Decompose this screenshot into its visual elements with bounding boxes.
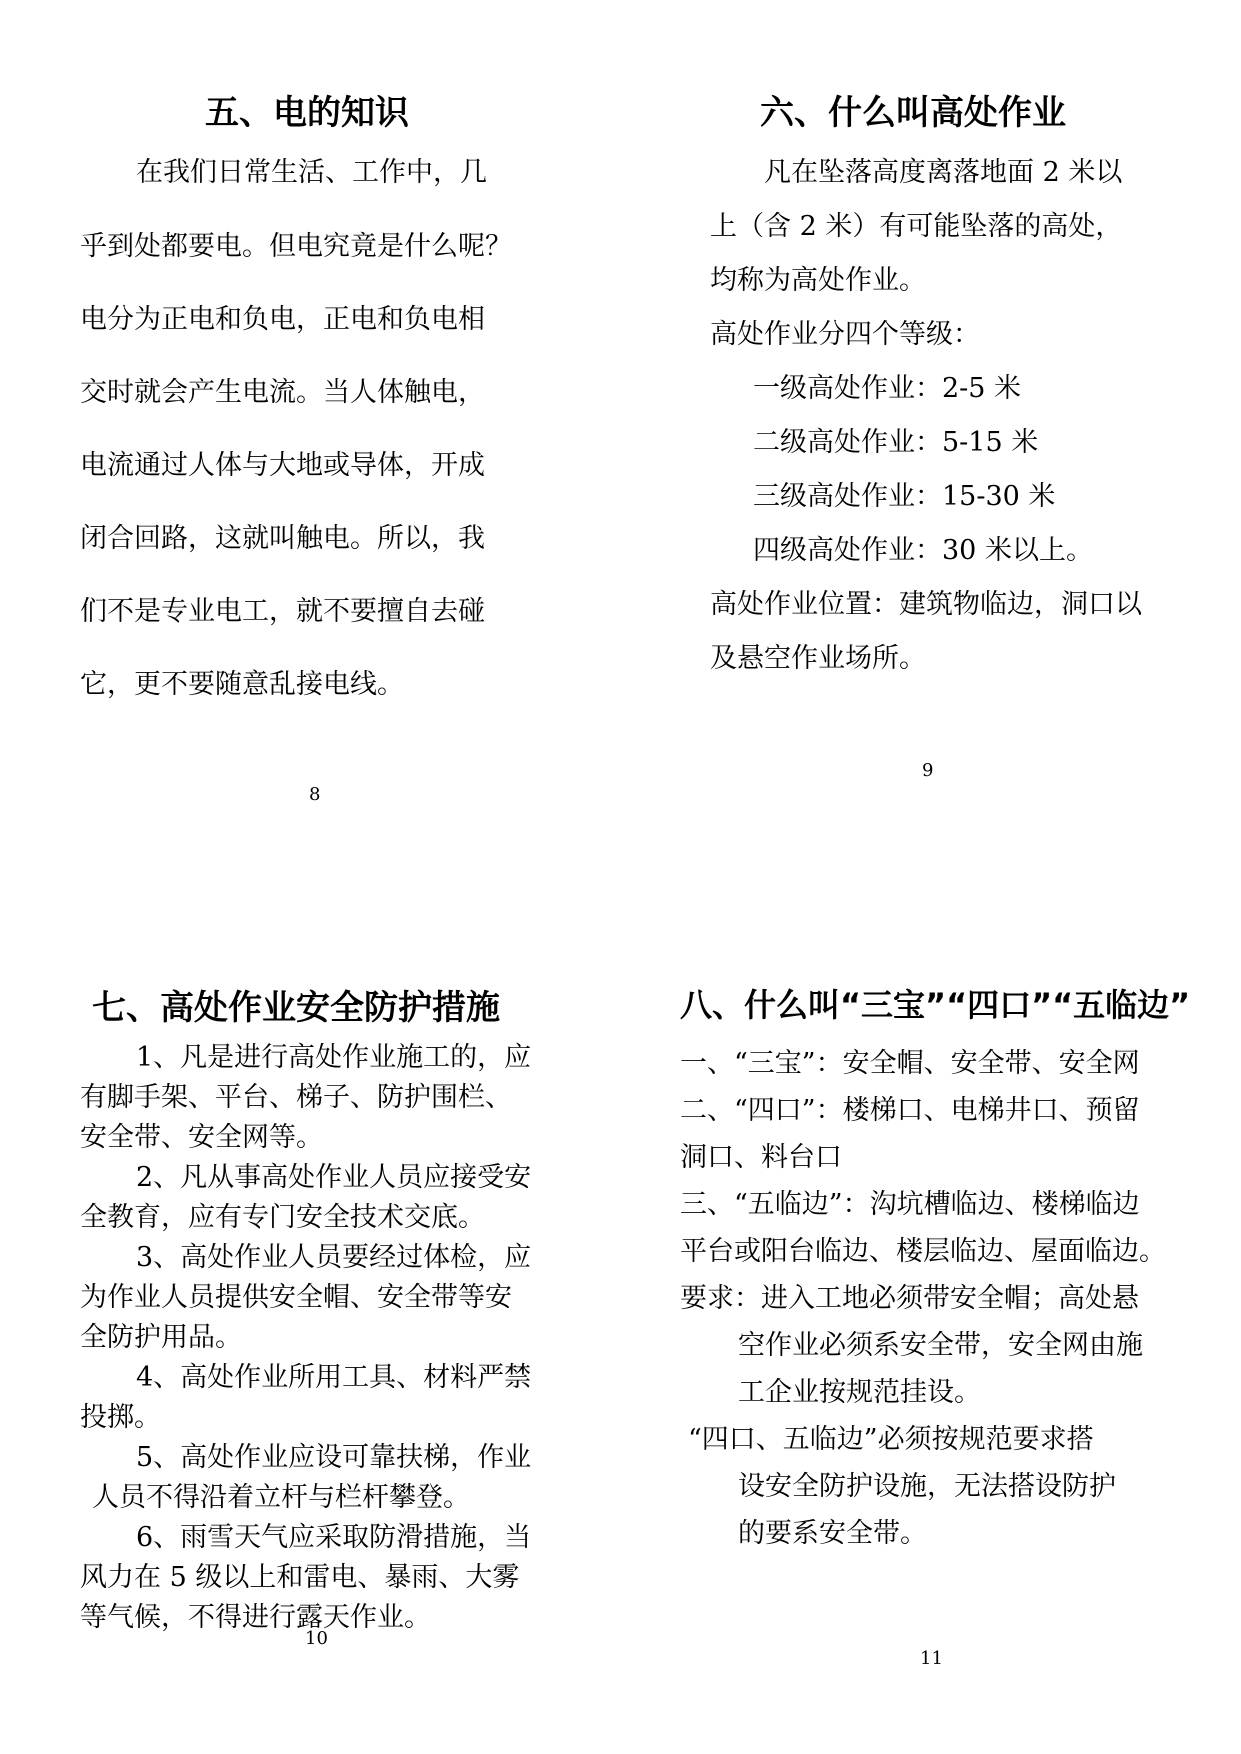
page-10-line-1: 1、凡是进行高处作业施工的，应 (136, 1042, 532, 1073)
page-10-line-4: 2、凡从事高处作业人员应接受安 (136, 1162, 532, 1193)
page-11-title: 八、什么叫“三宝”“四口”“五临边” (680, 986, 1191, 1024)
page-8-line-6: 闭合回路，这就叫触电。所以，我 (80, 523, 485, 554)
page-11-line-4: 三、“五临边”：沟坑槽临边、楼梯临边 (680, 1189, 1140, 1220)
page-10-line-3: 安全带、安全网等。 (80, 1122, 323, 1153)
page-8-line-8: 它，更不要随意乱接电线。 (80, 669, 404, 700)
page-9-line-3: 均称为高处作业。 (710, 265, 926, 296)
page-10-title: 七、高处作业安全防护措施 (92, 988, 500, 1028)
page-9-line-4: 高处作业分四个等级： (710, 319, 980, 350)
page-10-line-6: 3、高处作业人员要经过体检，应 (136, 1242, 532, 1273)
page-9-line-2: 上（含 2 米）有可能坠落的高处， (710, 211, 1123, 242)
page-11-line-7: 空作业必须系安全带，安全网由施 (738, 1330, 1143, 1361)
page-10-line-14: 风力在 5 级以上和雷电、暴雨、大雾 (80, 1562, 520, 1593)
page-number-9: 9 (922, 760, 934, 781)
page-8-line-1: 在我们日常生活、工作中，几 (136, 157, 487, 188)
page-number-10: 10 (305, 1628, 328, 1649)
page-11-line-10: 设安全防护设施，无法搭设防护 (738, 1471, 1116, 1502)
page-10-line-13: 6、雨雪天气应采取防滑措施，当 (136, 1522, 532, 1553)
page-9-line-8: 四级高处作业：30 米以上。 (753, 535, 1093, 566)
page-10-line-5: 全教育，应有专门安全技术交底。 (80, 1202, 485, 1233)
page-9-line-9: 高处作业位置：建筑物临边，洞口以 (710, 589, 1142, 620)
page-9-line-6: 二级高处作业：5-15 米 (753, 427, 1039, 458)
page-8 (0, 0, 620, 877)
page-11-line-6: 要求：进入工地必须带安全帽；高处悬 (680, 1283, 1139, 1314)
page-10-line-2: 有脚手架、平台、梯子、防护围栏、 (80, 1082, 512, 1113)
page-11-line-1: 一、“三宝”：安全帽、安全带、安全网 (680, 1048, 1140, 1079)
page-10-line-11: 5、高处作业应设可靠扶梯，作业 (136, 1442, 532, 1473)
page-9-line-10: 及悬空作业场所。 (710, 643, 926, 674)
page-11-line-11: 的要系安全带。 (738, 1518, 927, 1549)
page-9-line-7: 三级高处作业：15-30 米 (753, 481, 1056, 512)
page-10-line-10: 投掷。 (80, 1402, 161, 1433)
page-number-11: 11 (920, 1648, 943, 1669)
page-11-line-8: 工企业按规范挂设。 (738, 1377, 981, 1408)
page-8-line-2: 乎到处都要电。但电究竟是什么呢？ (80, 231, 512, 262)
page-11-line-9: “四口、五临边”必须按规范要求搭 (688, 1424, 1094, 1455)
page-10 (0, 877, 620, 1754)
page-11 (620, 877, 1241, 1754)
page-10-line-15: 等气候，不得进行露天作业。 (80, 1602, 431, 1633)
page-11-line-3: 洞口、料台口 (680, 1142, 842, 1173)
page-8-line-5: 电流通过人体与大地或导体，开成 (80, 450, 485, 481)
page-10-line-8: 全防护用品。 (80, 1322, 242, 1353)
page-11-line-5: 平台或阳台临边、楼层临边、屋面临边。 (680, 1236, 1166, 1267)
page-8-line-4: 交时就会产生电流。当人体触电， (80, 377, 485, 408)
page-10-line-12: 人员不得沿着立杆与栏杆攀登。 (92, 1482, 470, 1513)
page-10-line-9: 4、高处作业所用工具、材料严禁 (136, 1362, 532, 1393)
page-9-title: 六、什么叫高处作业 (760, 93, 1066, 133)
page-9-line-5: 一级高处作业：2-5 米 (753, 373, 1022, 404)
page-8-line-3: 电分为正电和负电，正电和负电相 (80, 304, 485, 335)
page-number-8: 8 (309, 784, 321, 805)
page-8-title: 五、电的知识 (205, 93, 409, 133)
page-9-line-1: 凡在坠落高度离落地面 2 米以 (764, 157, 1123, 188)
page-11-line-2: 二、“四口”：楼梯口、电梯井口、预留 (680, 1095, 1140, 1126)
page-9 (620, 0, 1241, 877)
page-10-line-7: 为作业人员提供安全帽、安全带等安 (80, 1282, 512, 1313)
page-8-line-7: 们不是专业电工，就不要擅自去碰 (80, 596, 485, 627)
